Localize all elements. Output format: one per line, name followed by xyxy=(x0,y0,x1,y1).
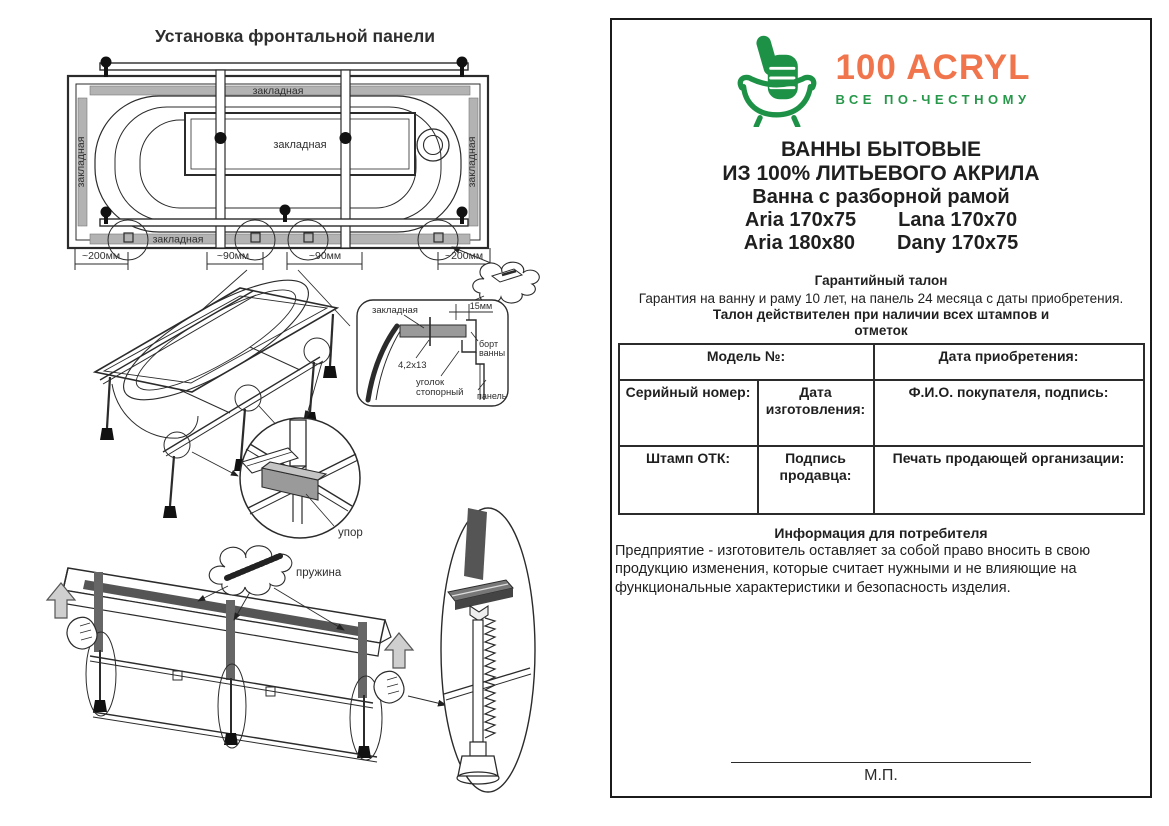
svg-text:~90мм: ~90мм xyxy=(308,250,342,262)
spring-leg-detail-view xyxy=(441,508,535,792)
svg-text:закладная: закладная xyxy=(252,85,304,97)
consumer-info-text: Предприятие - изготовитель оставляет за собой право вносить в свою продукцию изменения, которые считает нужными и не влияющие на функциональные характеристики и безопасность изделия. xyxy=(615,542,1091,596)
signature-line xyxy=(731,762,1031,763)
upor-detail-view xyxy=(240,418,363,539)
panel-section-detail xyxy=(357,300,508,406)
svg-text:закладная: закладная xyxy=(75,136,87,188)
dimension-lines xyxy=(75,248,490,270)
model-list-row1 xyxy=(612,209,1150,232)
svg-text:~200мм: ~200мм xyxy=(81,250,121,262)
svg-text:закладная: закладная xyxy=(273,139,327,151)
diagram-title: Установка фронтальной панели xyxy=(155,26,435,46)
svg-text:~200мм: ~200мм xyxy=(444,250,484,262)
buyer-signature-cell: Ф.И.О. покупателя, подпись: xyxy=(874,380,1144,446)
warranty-card xyxy=(610,18,1152,798)
stamp-place-label: М.П. xyxy=(864,767,898,784)
model-list-row2 xyxy=(612,232,1150,255)
warranty-terms: Гарантия на ванну и раму 10 лет, на панель 24 месяца с даты приобретения. xyxy=(638,290,1124,306)
table-row xyxy=(619,380,1144,446)
product-subheading: Ванна с разборной рамой xyxy=(752,185,1010,208)
bracket-cloud-callout xyxy=(468,262,539,303)
svg-text:борт: борт xyxy=(479,339,499,349)
org-stamp-cell: Печать продающей организации: xyxy=(874,446,1144,514)
svg-text:закладная: закладная xyxy=(152,233,204,246)
svg-text:уголок: уголок xyxy=(416,377,445,388)
product-heading-line1: ВАННЫ БЫТОВЫЕ xyxy=(780,138,982,161)
svg-text:пружина: пружина xyxy=(296,567,342,579)
purchase-date-cell: Дата приобретения: xyxy=(874,344,1144,380)
svg-text:стопорный: стопорный xyxy=(416,387,464,398)
brand-tagline: ВСЕ ПО-ЧЕСТНОМУ xyxy=(835,91,1031,107)
table-row xyxy=(619,446,1144,514)
model-number-cell: Модель №: xyxy=(619,344,874,380)
warranty-note-line2: отметок xyxy=(854,323,908,339)
serial-number-cell: Серийный номер: xyxy=(619,380,758,446)
svg-text:ванны: ванны xyxy=(479,348,506,358)
svg-text:панель: панель xyxy=(477,391,507,401)
model-name: Lana 170x70 xyxy=(898,208,1018,231)
panel-assembly-diagram xyxy=(47,546,446,762)
consumer-info-title: Информация для потребителя xyxy=(774,524,988,541)
brand-logo-text xyxy=(835,47,1031,107)
warranty-title: Гарантийный талон xyxy=(814,272,948,288)
brand-name: 100 ACRYL xyxy=(835,47,1031,87)
product-heading-line2: ИЗ 100% ЛИТЬЕВОГО АКРИЛА xyxy=(722,161,1040,185)
mfg-date-cell: Дата изготовления: xyxy=(758,380,874,446)
svg-text:15мм: 15мм xyxy=(469,301,493,311)
otk-stamp-cell: Штамп ОТК: xyxy=(619,446,758,514)
seller-signature-cell: Подпись продавца: xyxy=(758,446,874,514)
model-name: Aria 180x80 xyxy=(743,231,855,254)
table-row xyxy=(619,344,1144,380)
warranty-note-line1: Талон действителен при наличии всех штампов и xyxy=(712,307,1050,323)
svg-text:закладная: закладная xyxy=(466,136,478,188)
brand-logo xyxy=(612,28,1150,128)
model-name: Aria 170x75 xyxy=(744,208,857,231)
svg-text:закладная: закладная xyxy=(372,305,418,316)
model-name: Dany 170x75 xyxy=(897,231,1019,254)
stamp-area xyxy=(612,762,1150,785)
svg-text:~90мм: ~90мм xyxy=(216,250,250,262)
warranty-table xyxy=(618,343,1145,515)
svg-text:4,2х13: 4,2х13 xyxy=(398,360,427,371)
svg-text:упор: упор xyxy=(338,527,363,539)
tub-thumb-logo-icon xyxy=(731,29,823,127)
